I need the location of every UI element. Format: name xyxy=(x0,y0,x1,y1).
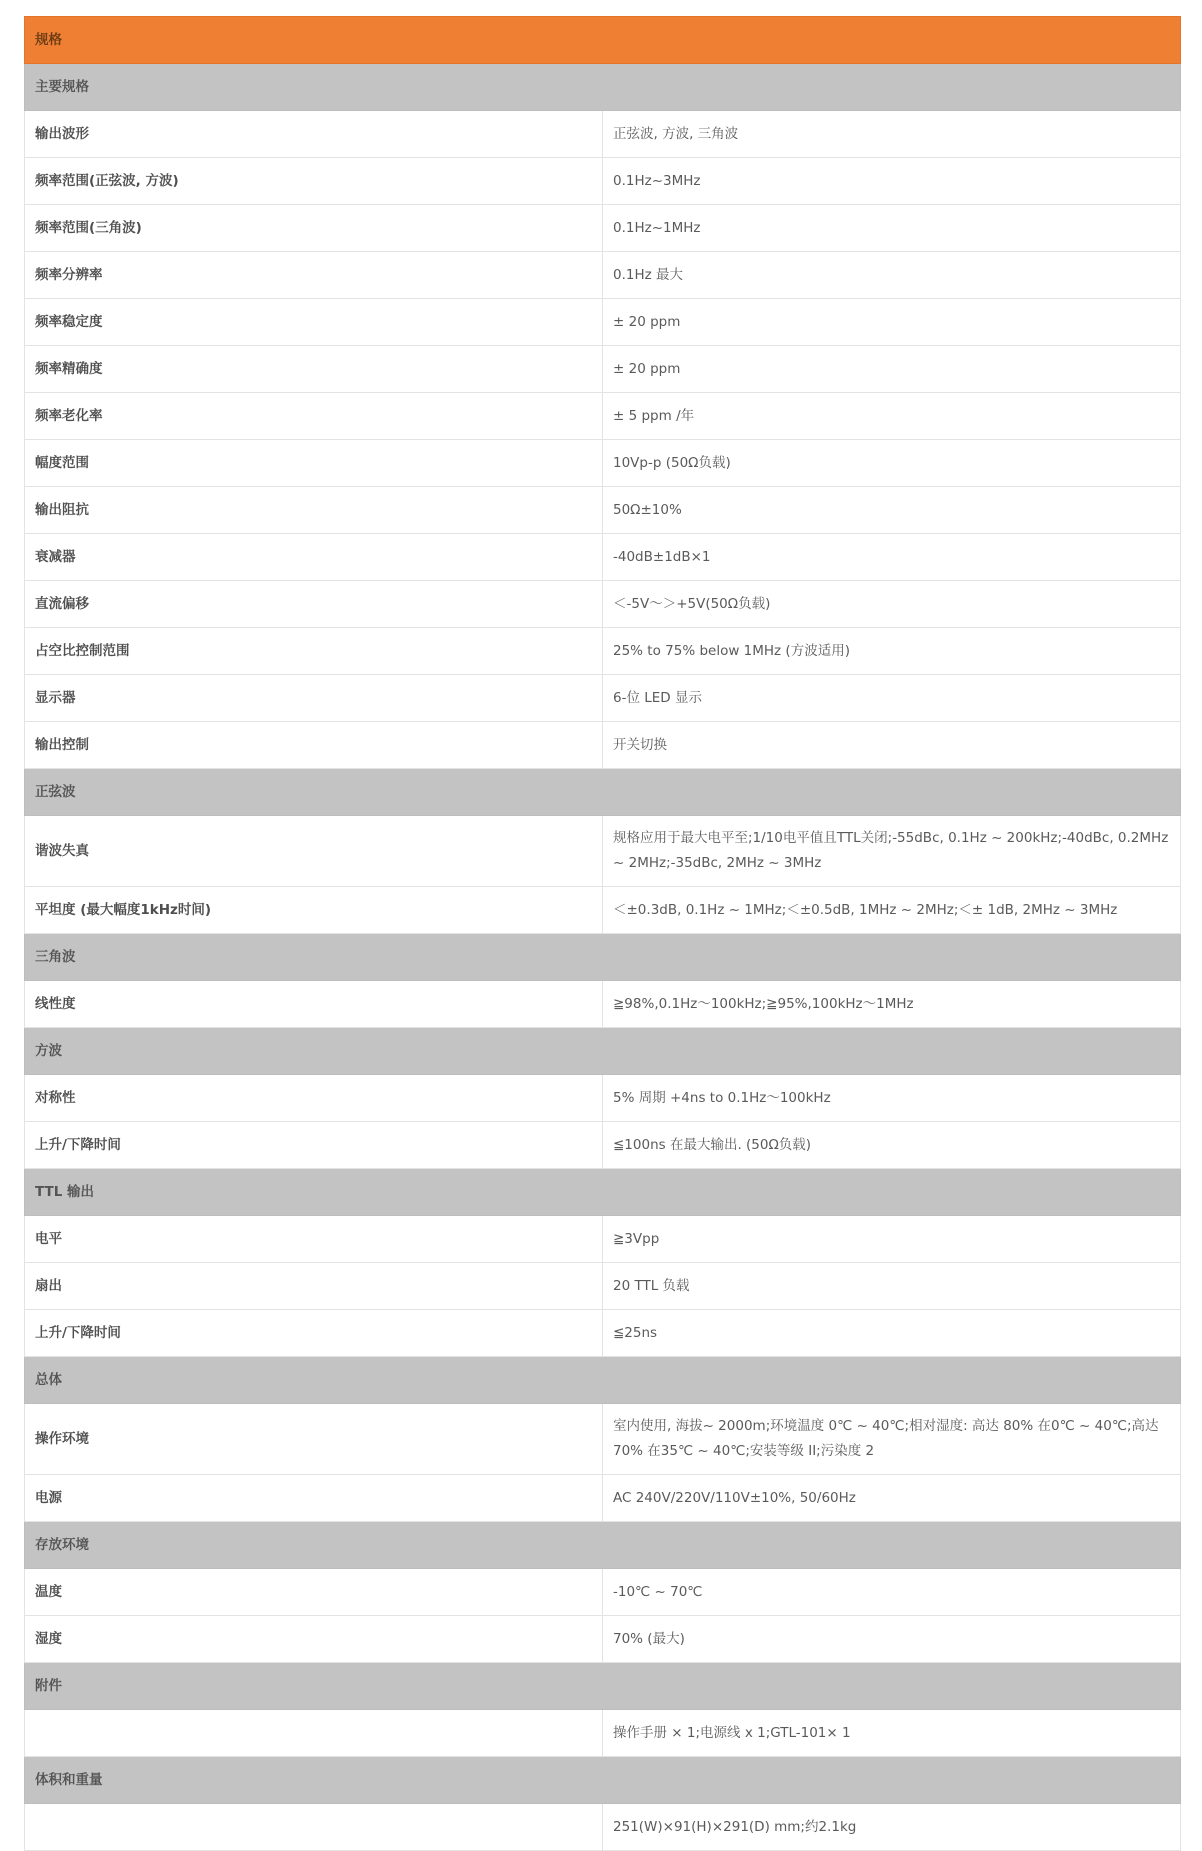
spec-label xyxy=(25,1710,603,1757)
spec-value: 0.1Hz~1MHz xyxy=(603,205,1181,252)
table-row xyxy=(25,981,1181,1028)
table-row xyxy=(25,1475,1181,1522)
table-row xyxy=(25,205,1181,252)
table-row xyxy=(25,1569,1181,1616)
table-row xyxy=(25,887,1181,934)
spec-label: 频率稳定度 xyxy=(25,299,603,346)
section-header-row xyxy=(25,769,1181,816)
spec-value: ≧98%,0.1Hz～100kHz;≧95%,100kHz～1MHz xyxy=(603,981,1181,1028)
section-header-row xyxy=(25,934,1181,981)
spec-value: ≦25ns xyxy=(603,1310,1181,1357)
section-header-row xyxy=(25,1757,1181,1804)
table-row xyxy=(25,1710,1181,1757)
section-header-row xyxy=(25,64,1181,111)
table-row xyxy=(25,393,1181,440)
table-row xyxy=(25,252,1181,299)
spec-label: 输出控制 xyxy=(25,722,603,769)
spec-table-body xyxy=(25,17,1181,1851)
spec-value: ± 20 ppm xyxy=(603,346,1181,393)
spec-value: 正弦波, 方波, 三角波 xyxy=(603,111,1181,158)
table-row xyxy=(25,111,1181,158)
section-header: 体积和重量 xyxy=(25,1757,1181,1804)
table-row xyxy=(25,1804,1181,1851)
section-header: 主要规格 xyxy=(25,64,1181,111)
table-row xyxy=(25,1263,1181,1310)
table-row xyxy=(25,346,1181,393)
table-row xyxy=(25,1310,1181,1357)
table-row xyxy=(25,1404,1181,1475)
spec-value: 10Vp-p (50Ω负载) xyxy=(603,440,1181,487)
table-row xyxy=(25,722,1181,769)
table-row xyxy=(25,1122,1181,1169)
spec-value: ≧3Vpp xyxy=(603,1216,1181,1263)
spec-label: 上升/下降时间 xyxy=(25,1310,603,1357)
spec-label: 频率老化率 xyxy=(25,393,603,440)
table-row xyxy=(25,440,1181,487)
spec-label xyxy=(25,1804,603,1851)
spec-label: 操作环境 xyxy=(25,1404,603,1475)
table-row xyxy=(25,534,1181,581)
spec-value: ± 20 ppm xyxy=(603,299,1181,346)
spec-label: 上升/下降时间 xyxy=(25,1122,603,1169)
table-row xyxy=(25,487,1181,534)
spec-value: 50Ω±10% xyxy=(603,487,1181,534)
spec-label: 线性度 xyxy=(25,981,603,1028)
table-row xyxy=(25,628,1181,675)
spec-value: ＜-5V～＞+5V(50Ω负载) xyxy=(603,581,1181,628)
spec-label: 占空比控制范围 xyxy=(25,628,603,675)
spec-value: 20 TTL 负载 xyxy=(603,1263,1181,1310)
spec-label: 频率精确度 xyxy=(25,346,603,393)
spec-value: 251(W)×91(H)×291(D) mm;约2.1kg xyxy=(603,1804,1181,1851)
spec-value: 开关切换 xyxy=(603,722,1181,769)
spec-label: 频率范围(正弦波, 方波) xyxy=(25,158,603,205)
table-row xyxy=(25,816,1181,887)
section-header: TTL 输出 xyxy=(25,1169,1181,1216)
table-row xyxy=(25,1075,1181,1122)
table-row xyxy=(25,299,1181,346)
section-header: 存放环境 xyxy=(25,1522,1181,1569)
spec-value: 室内使用, 海拔~ 2000m;环境温度 0℃ ~ 40℃;相对湿度: 高达 80% 在0℃ ~ 40℃;高达70% 在35℃ ~ 40℃;安装等级 II;污染度 2 xyxy=(603,1404,1181,1475)
section-header: 正弦波 xyxy=(25,769,1181,816)
section-header: 方波 xyxy=(25,1028,1181,1075)
spec-label: 输出阻抗 xyxy=(25,487,603,534)
spec-label: 扇出 xyxy=(25,1263,603,1310)
spec-label: 湿度 xyxy=(25,1616,603,1663)
spec-value: ＜±0.3dB, 0.1Hz ~ 1MHz;＜±0.5dB, 1MHz ~ 2MHz;＜± 1dB, 2MHz ~ 3MHz xyxy=(603,887,1181,934)
table-row xyxy=(25,1616,1181,1663)
spec-label: 衰减器 xyxy=(25,534,603,581)
table-title-row xyxy=(25,17,1181,64)
section-header: 三角波 xyxy=(25,934,1181,981)
spec-label: 输出波形 xyxy=(25,111,603,158)
section-header-row xyxy=(25,1357,1181,1404)
spec-label: 平坦度 (最大幅度1kHz时间) xyxy=(25,887,603,934)
table-row xyxy=(25,158,1181,205)
spec-label: 对称性 xyxy=(25,1075,603,1122)
spec-table xyxy=(24,16,1181,1851)
spec-label: 温度 xyxy=(25,1569,603,1616)
spec-value: 0.1Hz~3MHz xyxy=(603,158,1181,205)
section-header-row xyxy=(25,1169,1181,1216)
section-header-row xyxy=(25,1663,1181,1710)
spec-label: 电平 xyxy=(25,1216,603,1263)
section-header: 总体 xyxy=(25,1357,1181,1404)
spec-value: 规格应用于最大电平至;1/10电平值且TTL关闭;-55dBc, 0.1Hz ~ 200kHz;-40dBc, 0.2MHz ~ 2MHz;-35dBc, 2MHz ~ 3MHz xyxy=(603,816,1181,887)
spec-value: ± 5 ppm /年 xyxy=(603,393,1181,440)
table-row xyxy=(25,581,1181,628)
spec-value: -40dB±1dB×1 xyxy=(603,534,1181,581)
spec-label: 直流偏移 xyxy=(25,581,603,628)
spec-value: 70% (最大) xyxy=(603,1616,1181,1663)
spec-value: ≦100ns 在最大输出. (50Ω负载) xyxy=(603,1122,1181,1169)
table-title: 规格 xyxy=(25,17,1181,64)
section-header-row xyxy=(25,1522,1181,1569)
spec-label: 频率范围(三角波) xyxy=(25,205,603,252)
spec-label: 频率分辨率 xyxy=(25,252,603,299)
spec-label: 电源 xyxy=(25,1475,603,1522)
spec-label: 幅度范围 xyxy=(25,440,603,487)
table-row xyxy=(25,675,1181,722)
spec-value: 5% 周期 +4ns to 0.1Hz～100kHz xyxy=(603,1075,1181,1122)
spec-value: 操作手册 × 1;电源线 x 1;GTL-101× 1 xyxy=(603,1710,1181,1757)
spec-label: 谐波失真 xyxy=(25,816,603,887)
section-header-row xyxy=(25,1028,1181,1075)
spec-value: 6-位 LED 显示 xyxy=(603,675,1181,722)
spec-label: 显示器 xyxy=(25,675,603,722)
spec-value: AC 240V/220V/110V±10%, 50/60Hz xyxy=(603,1475,1181,1522)
section-header: 附件 xyxy=(25,1663,1181,1710)
spec-value: -10℃ ~ 70℃ xyxy=(603,1569,1181,1616)
spec-value: 25% to 75% below 1MHz (方波适用) xyxy=(603,628,1181,675)
table-row xyxy=(25,1216,1181,1263)
spec-value: 0.1Hz 最大 xyxy=(603,252,1181,299)
